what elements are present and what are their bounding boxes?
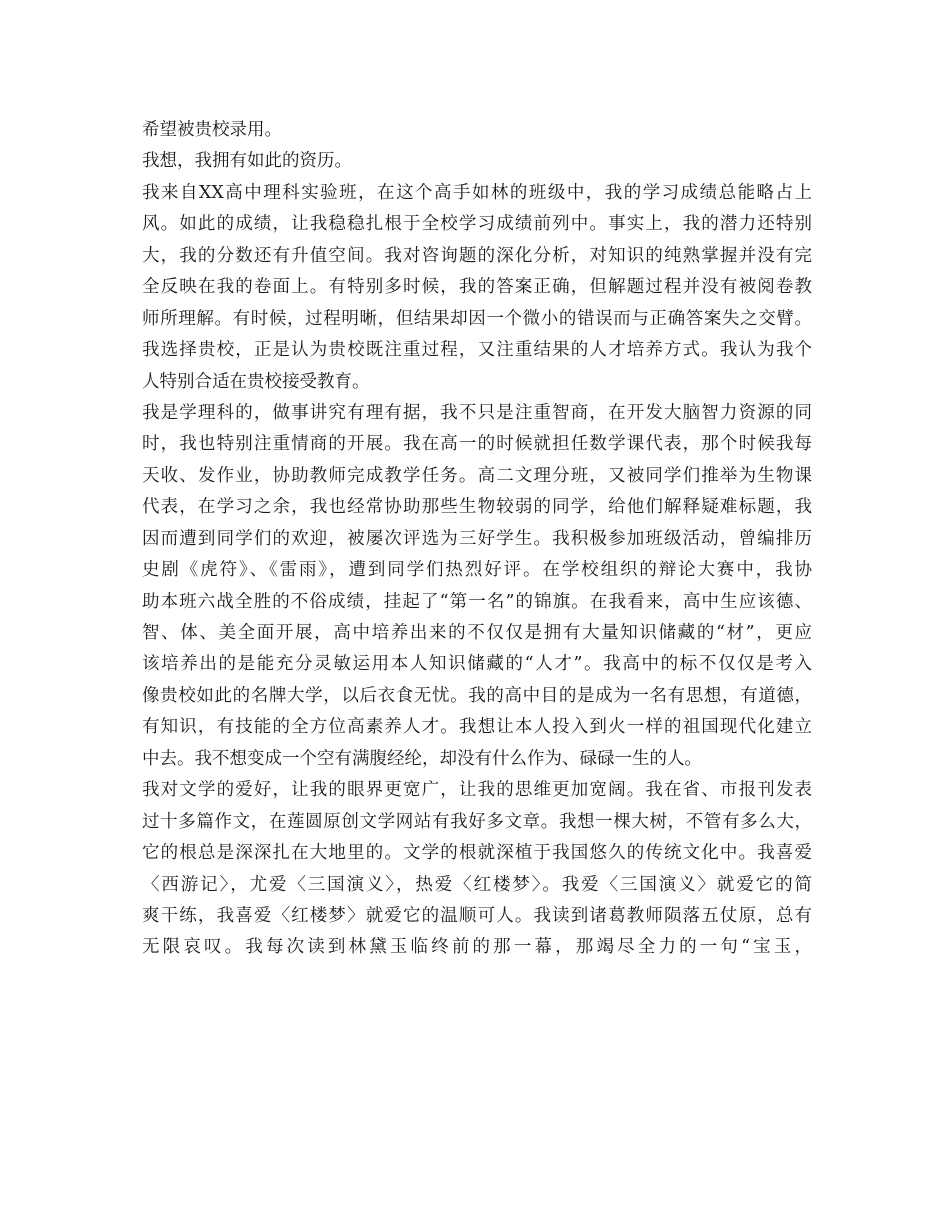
- text-line: 我想，我拥有如此的资历。: [142, 151, 352, 172]
- text-line: 天收、发作业，协助教师完成教学任务。高二文理分班，又被同学们推举为生物课: [142, 465, 812, 486]
- text-line: 有知识，有技能的全方位高素养人才。我想让本人投入到火一样的祖国现代化建立: [142, 717, 812, 738]
- text-line: 我来自XX高中理科实验班，在这个高手如林的班级中，我的学习成绩总能略占上: [142, 182, 812, 203]
- text-line: 〈西游记〉，尤爱〈三国演义〉，热爱〈红楼梦〉。我爱〈三国演义〉就爱它的简: [142, 874, 812, 895]
- text-line: 史剧《虎符》、《雷雨》，遭到同学们热烈好评。在学校组织的辩论大赛中，我协: [142, 560, 812, 581]
- text-line: 智、体、美全面开展，高中培养出来的不仅仅是拥有大量知识储藏的“材”，更应: [142, 623, 812, 643]
- document-body: [142, 115, 812, 964]
- text-line: 过十多篇作文，在莲圆原创文学网站有我好多文章。我想一棵大树，不管有多么大，: [142, 811, 812, 832]
- text-line: 该培养出的是能充分灵敏运用本人知识储藏的“人才”。我高中的标不仅仅是考入: [142, 654, 812, 675]
- text-line: 爽干练，我喜爱〈红楼梦〉就爱它的温顺可人。我读到诸葛教师陨落五仗原，总有: [142, 905, 812, 926]
- text-line: 风。如此的成绩，让我稳稳扎根于全校学习成绩前列中。事实上，我的潜力还特别: [142, 214, 812, 235]
- text-line: 助本班六战全胜的不俗成绩，挂起了“第一名”的锦旗。在我看来，高中生应该德、: [142, 591, 812, 612]
- text-line: 全反映在我的卷面上。有特别多时候，我的答案正确，但解题过程并没有被阅卷教: [142, 277, 812, 298]
- text-line: 中去。我不想变成一个空有满腹经纶，却没有什么作为、碌碌一生的人。: [142, 748, 702, 769]
- text-line: 因而遭到同学们的欢迎，被屡次评选为三好学生。我积极参加班级活动，曾编排历: [142, 528, 812, 549]
- text-line: 人特别合适在贵校接受教育。: [142, 371, 370, 392]
- text-line: 希望被贵校录用。: [142, 120, 282, 140]
- text-line: 我对文学的爱好，让我的眼界更宽广，让我的思维更加宽阔。我在省、市报刊发表: [142, 780, 812, 801]
- text-line: 像贵校如此的名牌大学，以后衣食无忧。我的高中目的是成为一名有思想，有道德，: [142, 685, 812, 706]
- text-line: 大，我的分数还有升值空间。我对咨询题的深化分析，对知识的纯熟掌握并没有完: [142, 245, 812, 266]
- text-line: 代表，在学习之余，我也经常协助那些生物较弱的同学，给他们解释疑难标题，我: [142, 497, 812, 518]
- text-line: 无限哀叹。我每次读到林黛玉临终前的那一幕，那竭尽全力的一句“宝玉，: [142, 937, 812, 958]
- text-line: 时，我也特别注重情商的开展。我在高一的时候就担任数学课代表，那个时候我每: [142, 434, 812, 455]
- text-line: 师所理解。有时候，过程明晰，但结果却因一个微小的错误而与正确答案失之交臂。: [142, 308, 812, 329]
- text-line: 它的根总是深深扎在大地里的。文学的根就深植于我国悠久的传统文化中。我喜爱: [142, 843, 812, 864]
- text-line: 我是学理科的，做事讲究有理有据，我不只是注重智商，在开发大脑智力资源的同: [142, 402, 812, 423]
- text-line: 我选择贵校，正是认为贵校既注重过程，又注重结果的人才培养方式。我认为我个: [142, 340, 812, 361]
